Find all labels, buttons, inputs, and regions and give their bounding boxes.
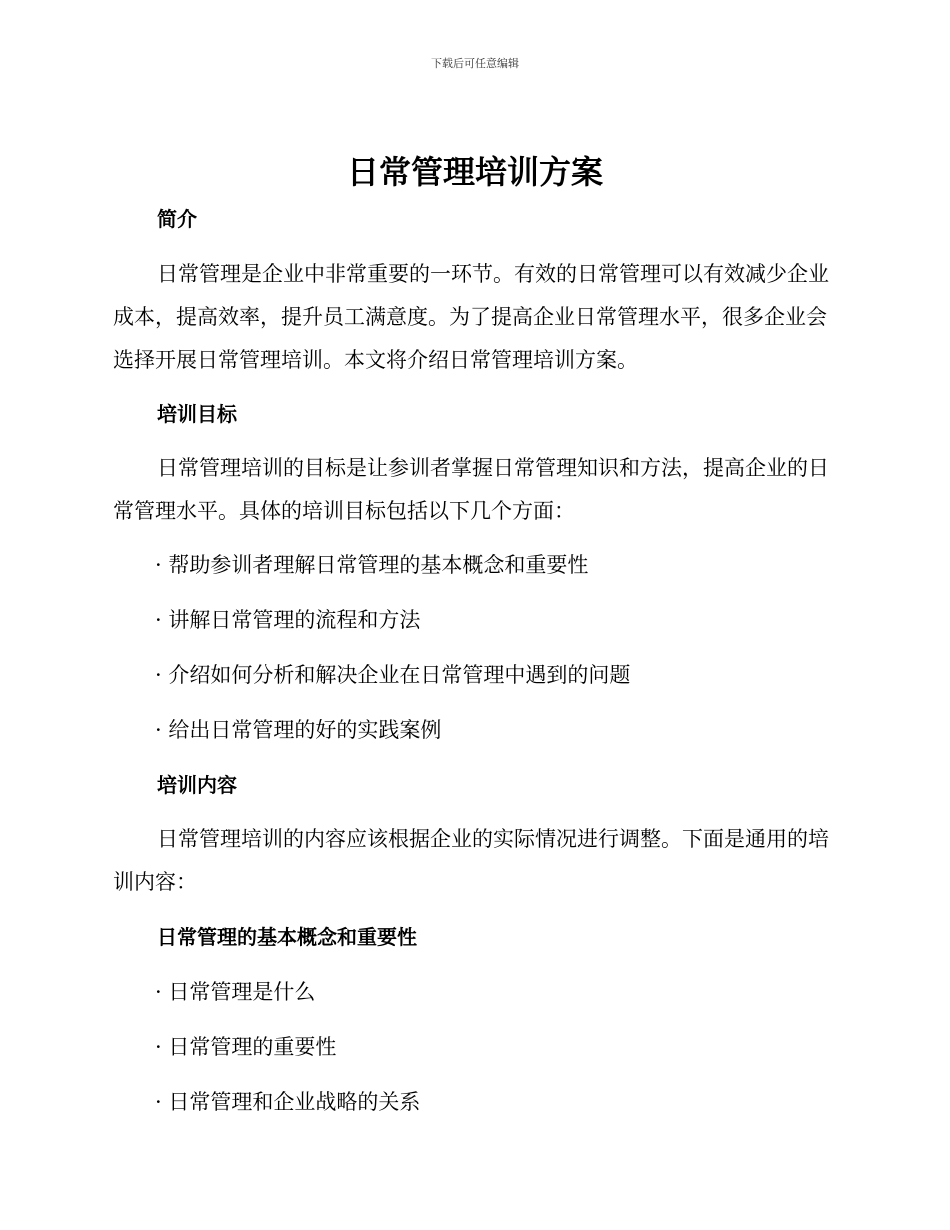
goals-bullet-item: · 帮助参训者理解日常管理的基本概念和重要性 <box>155 553 589 577</box>
goals-bullet-item: · 讲解日常管理的流程和方法 <box>155 608 421 632</box>
content-bullet-item: · 日常管理是什么 <box>155 980 316 1004</box>
header-note: 下载后可任意编辑 <box>431 57 519 70</box>
content-bullet-item: · 日常管理和企业战略的关系 <box>155 1090 421 1114</box>
section-heading-goals: 培训目标 <box>157 402 237 426</box>
document-title: 日常管理培训方案 <box>346 153 603 191</box>
content-subheading: 日常管理的基本概念和重要性 <box>157 925 417 949</box>
goals-bullet-item: · 介绍如何分析和解决企业在日常管理中遇到的问题 <box>155 663 631 687</box>
content-paragraph: 日常管理培训的内容应该根据企业的实际情况进行调整。下面是通用的培训内容： <box>113 827 829 894</box>
content-bullet-item: · 日常管理的重要性 <box>155 1035 337 1059</box>
goals-paragraph: 日常管理培训的目标是让参训者掌握日常管理知识和方法，提高企业的日常管理水平。具体的培训目标包括以下几个方面： <box>113 456 829 523</box>
intro-paragraph: 日常管理是企业中非常重要的一环节。有效的日常管理可以有效减少企业成本，提高效率，提升员工满意度。为了提高企业日常管理水平，很多企业会选择开展日常管理培训。本文将介绍日常管理培训方案。 <box>113 262 829 372</box>
section-heading-content: 培训内容 <box>157 773 237 797</box>
goals-bullet-item: · 给出日常管理的好的实践案例 <box>155 718 442 742</box>
section-heading-intro: 简介 <box>157 207 197 231</box>
